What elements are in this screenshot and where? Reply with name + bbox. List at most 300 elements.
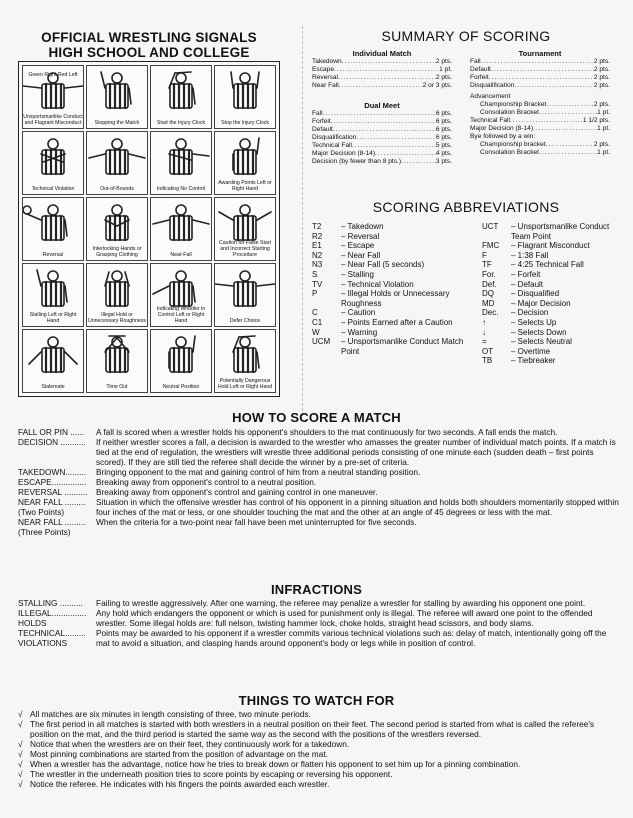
abbreviation-text: – Unsportsmanlike Conduct Match Point: [341, 337, 464, 356]
abbreviation-code: MD: [482, 298, 495, 308]
abbreviation-code: OT: [482, 346, 494, 356]
score-value: 2 pts.: [593, 141, 610, 148]
score-row: [470, 109, 610, 117]
check-icon: √: [18, 709, 23, 719]
signals-title: OFFICIAL WRESTLING SIGNALS HIGH SCHOOL AND COLLEGE: [41, 30, 257, 60]
dot-leader: [339, 82, 423, 90]
check-icon: √: [18, 739, 23, 749]
dual-meet-list: [312, 110, 452, 166]
score-label: Forfeit: [470, 74, 489, 81]
abbreviation-code: UCT: [482, 222, 499, 231]
watch-text: The wrestler in the underneath position tries to score points by escaping or reversing his opponent.: [30, 769, 393, 779]
abbreviation-code: F: [482, 250, 487, 260]
signal-caption: Start the Injury Clock: [156, 120, 206, 126]
advancement-list: [470, 101, 610, 133]
dot-leader: [539, 109, 597, 117]
dot-leader: [375, 150, 436, 158]
definition-text: A fall is scored when a wrestler holds his opponent's shoulders to the mat continuously for two seconds. A fall ends the match.: [96, 427, 558, 437]
tournament-list: [470, 58, 610, 90]
definition-term-line: NEAR FALL .........: [18, 497, 86, 507]
individual-match-list: [312, 58, 452, 90]
abbreviation-row: [482, 241, 622, 251]
abbreviation-code: Dec.: [482, 308, 499, 318]
signal-caption: Neutral Position: [162, 384, 200, 390]
referee-figure-icon: [87, 136, 147, 187]
dot-leader: [481, 58, 594, 66]
score-label: Fall: [470, 58, 481, 65]
abbreviation-text: – Escape: [341, 241, 375, 251]
summary-title: SUMMARY OF SCORING: [381, 28, 551, 44]
signal-cell: [150, 263, 212, 327]
signal-caption: Technical Violation: [31, 186, 75, 192]
definition-row: [18, 598, 621, 608]
abbreviation-code: N2: [312, 250, 323, 260]
definition-term-line: ESCAPE...............: [18, 477, 87, 487]
signal-caption: Indicating No Control: [156, 186, 206, 192]
definition-term-sub: (Two Points): [18, 507, 65, 517]
definition-row: [18, 467, 621, 477]
bye-label: Bye followed by a win:: [470, 133, 536, 140]
definition-text: Any hold which endangers the opponent or which is used for punishment only is illegal. The referee will award one point to the offended wrestler. Some illegal holds are: full nelson, twisting hammer lock, choke holds, straight head scissors, and body slams.: [96, 608, 593, 628]
signal-caption: Stalemate: [41, 384, 65, 390]
abbreviation-text: – Forfeit: [511, 269, 541, 279]
score-value: 2 pts.: [435, 58, 452, 65]
definition-text: Breaking away from opponent's control to a neutral position.: [96, 477, 317, 487]
dot-leader: [539, 149, 597, 157]
abbreviation-code: DQ: [482, 289, 494, 299]
referee-figure-icon: [23, 334, 83, 385]
signal-cell: [86, 263, 148, 327]
score-value: 1 1/2 pts.: [582, 117, 610, 124]
abbreviation-row: [312, 270, 472, 280]
dot-leader: [510, 117, 583, 125]
referee-figure-icon: [87, 334, 147, 385]
dot-leader: [342, 58, 436, 66]
abbreviation-text: – Near Fall: [341, 250, 381, 260]
dual-meet: [312, 101, 452, 166]
abbreviation-code: ↑: [482, 317, 486, 327]
score-label: Championship bracket: [480, 141, 546, 148]
score-row: [312, 58, 452, 66]
definition-row: [18, 427, 621, 437]
definition-text: If neither wrestler scores a fall, a decision is awarded to the wrestler who amasses the greater number of individual match points. If a match is tied at the end of regulation, the wrestlers will wrestle three additional periods consisting of one minute each (sudden death – first points scored). If they are still tied the referee shall decide the winner by a pre-set of criteria.: [96, 437, 616, 467]
signal-cell: [214, 329, 276, 393]
abbreviation-row: [312, 232, 472, 242]
signal-cell: [86, 329, 148, 393]
abbreviation-code: =: [482, 337, 487, 347]
abbreviation-text: – 4:25 Technical Fall: [511, 260, 584, 270]
definition-text: Points may be awarded to his opponent if a wrestler commits various technical violations such as: delay of match, intentionally going off the mat to avoid a situation, and clasping hands around opponent's body or legs while in position of control.: [96, 628, 607, 648]
signal-cell: [150, 197, 212, 261]
definition-term-line: TAKEDOWN.........: [18, 467, 87, 477]
score-value: 6 pts.: [435, 110, 452, 117]
signal-caption: Defer Choice: [229, 318, 261, 324]
dot-leader: [352, 142, 436, 150]
signal-cell: [22, 329, 84, 393]
abbreviation-code: FMC: [482, 241, 500, 251]
check-icon: √: [18, 759, 23, 769]
signal-caption: Reversal: [42, 252, 64, 258]
dot-leader: [533, 125, 597, 133]
score-label: Default: [312, 126, 333, 133]
signal-caption: [23, 72, 83, 126]
abbreviation-text: – Warning: [341, 327, 378, 337]
abbreviation-text: – Reversal: [341, 231, 380, 241]
abbreviation-code: N3: [312, 260, 323, 270]
abbreviation-text: – Disqualified: [511, 289, 560, 299]
score-value: 2 pts.: [593, 82, 610, 89]
check-icon: √: [18, 749, 23, 759]
individual-match-title: Individual Match: [352, 49, 412, 58]
column-divider: [302, 26, 303, 416]
definition-term: [18, 608, 96, 628]
definition-row: [18, 497, 621, 517]
abbreviation-code: C1: [312, 317, 323, 327]
abbreviation-row: [312, 241, 472, 251]
referee-figure-icon: [151, 136, 211, 187]
signal-caption: Stalling Left or Right Hand: [29, 312, 77, 324]
definition-term: [18, 497, 96, 517]
abbreviation-row: [482, 318, 622, 328]
definition-term: [18, 487, 96, 497]
definition-text: Failing to wrestle aggressively. After one warning, the referee may penalize a wrestler for stalling by awarding his opponent one point.: [96, 598, 586, 608]
bye-list: [470, 141, 610, 157]
definition-term-line: ILLEGAL...............: [18, 608, 87, 618]
abbreviation-row: [482, 260, 622, 270]
watch-item: [18, 709, 621, 719]
abbreviation-text: – Illegal Holds or Unnecessary Roughness: [341, 289, 450, 308]
signal-caption-top: Green Right Red Left: [28, 72, 78, 78]
abbreviation-row: [482, 347, 622, 357]
abbreviation-row: [312, 260, 472, 270]
watch-item: [18, 779, 621, 789]
score-value: 6 pts.: [435, 134, 452, 141]
score-row: [312, 66, 452, 74]
signal-cell: [214, 65, 276, 129]
abbreviation-code: TV: [312, 279, 323, 289]
abbreviation-text: – Technical Violation: [341, 279, 414, 289]
referee-figure-icon: [23, 202, 83, 253]
abbreviation-row: [482, 222, 622, 241]
signal-cell: [86, 197, 148, 261]
infractions-title: INFRACTIONS: [270, 582, 363, 597]
score-value: 2 pts.: [593, 66, 610, 73]
dot-leader: [489, 74, 594, 82]
score-label: Championship Bracket: [480, 101, 547, 108]
definition-text: Breaking away from opponent's control and gaining control in one maneuver.: [96, 487, 378, 497]
score-row: [470, 149, 610, 157]
tournament: [470, 49, 610, 157]
definition-row: [18, 437, 621, 467]
score-label: Consolation Bracket: [480, 149, 540, 156]
abbreviation-text: – Default: [511, 279, 544, 289]
dot-leader: [334, 66, 439, 74]
dot-leader: [514, 82, 594, 90]
abbreviation-code: E1: [312, 241, 322, 251]
signal-cell: [22, 197, 84, 261]
abbreviation-text: – Major Decision: [511, 298, 571, 308]
check-icon: √: [18, 779, 23, 789]
score-label: Escape: [312, 66, 334, 73]
infractions-list: [18, 598, 621, 648]
definition-text: Situation in which the offensive wrestler has control of his opponent in a pinning situation and holds both shoulders momentarily stopped within four inches of the mat or less, or one shoulder touching the mat and the other at an angle of 45 degrees or less with the mat.: [96, 497, 619, 517]
referee-figure-icon: [151, 202, 211, 253]
signal-cell: [150, 329, 212, 393]
score-label: Major Decision (8-14): [470, 125, 534, 132]
watch-text: When a wrestler has the advantage, notice how he tries to break down or flatten his opponent to set him up for a pinning combination.: [30, 759, 521, 769]
signal-cell: [214, 263, 276, 327]
score-row: [312, 118, 452, 126]
score-row: [312, 142, 452, 150]
score-row: [312, 134, 452, 142]
abbreviation-row: [482, 356, 622, 366]
score-row: [470, 141, 610, 149]
check-icon: √: [18, 769, 23, 779]
abbreviation-text: – Overtime: [511, 346, 551, 356]
abbreviation-row: [312, 318, 472, 328]
abbreviation-text: – Near Fall (5 seconds): [341, 260, 425, 270]
signal-cell: [150, 65, 212, 129]
score-value: 2 pts.: [593, 74, 610, 81]
definition-term-line: REVERSAL ..........: [18, 487, 88, 497]
signal-caption: Interlocking Hands or Grasping Clothing: [92, 246, 142, 258]
abbreviation-code: For.: [482, 269, 496, 279]
score-value: 2 or 3 pts.: [422, 82, 452, 89]
score-row: [470, 101, 610, 109]
score-label: Decision (by fewer than 8 pts.): [312, 158, 402, 165]
abbreviations-title: SCORING ABBREVIATIONS: [372, 199, 560, 215]
score-value: 1 pt.: [597, 149, 610, 156]
definition-term-line: FALL OR PIN ......: [18, 427, 85, 437]
signal-cell: [150, 131, 212, 195]
definition-term-sub: VIOLATIONS: [18, 638, 68, 648]
score-label: Technical Fall: [470, 117, 510, 124]
definition-text: Bringing opponent to the mat and gaining control of him from a neutral standing position.: [96, 467, 421, 477]
referee-figure-icon: [151, 70, 211, 121]
definition-row: [18, 487, 621, 497]
watch-text: Most pinning combinations are started from the position of advantage on the mat.: [30, 749, 328, 759]
dot-leader: [338, 74, 436, 82]
abbreviation-row: [482, 299, 622, 309]
watch-item: [18, 749, 621, 759]
signal-caption: Awarding Points Left or Right Hand: [218, 180, 272, 192]
advancement-label: Advancement: [470, 93, 511, 100]
definition-term: [18, 628, 96, 648]
score-value: 2 pts.: [435, 74, 452, 81]
definition-term-line: STALLING ..........: [18, 598, 83, 608]
score-value: 2 pts.: [593, 58, 610, 65]
score-row: [312, 82, 452, 90]
abbreviation-row: [482, 280, 622, 290]
watch-item: [18, 769, 621, 779]
score-label: Takedown: [312, 58, 342, 65]
signal-caption: Time Out: [106, 384, 128, 390]
referee-figure-icon: [215, 70, 275, 121]
abbreviation-code: UCM: [312, 337, 331, 347]
abbreviation-text: – Selects Down: [511, 327, 567, 337]
dot-leader: [323, 110, 436, 118]
definition-row: [18, 628, 621, 648]
referee-figure-icon: [215, 268, 275, 319]
abbreviation-code: Def.: [482, 279, 497, 289]
abbreviation-code: P: [312, 289, 318, 299]
score-label: Forfeit: [312, 118, 331, 125]
definition-text: When the criteria for a two-point near fall have been met uninterrupted for five seconds.: [96, 517, 417, 527]
score-value: 3 pts.: [435, 158, 452, 165]
watch-title: THINGS TO WATCH FOR: [238, 693, 395, 708]
watch-item: [18, 719, 621, 739]
score-row: [312, 74, 452, 82]
score-label: Technical Fall: [312, 142, 352, 149]
score-label: Disqualification: [312, 134, 357, 141]
abbreviation-code: R2: [312, 231, 323, 241]
dot-leader: [331, 118, 436, 126]
abbreviation-text: – Caution: [341, 308, 376, 318]
score-row: [470, 58, 610, 66]
signal-cell: [22, 65, 84, 129]
score-value: 6 pts.: [435, 118, 452, 125]
score-row: [470, 125, 610, 133]
definition-row: [18, 608, 621, 628]
abbreviation-text: – Unsportsmanlike Conduct Team Point: [511, 222, 610, 241]
score-row: [312, 158, 452, 166]
abbreviation-text: – Flagrant Misconduct: [511, 241, 590, 251]
signal-cell: [22, 263, 84, 327]
abbreviation-row: [312, 251, 472, 261]
watch-text: Notice the referee. He indicates with his fingers the points awarded each wrestler.: [30, 779, 330, 789]
definition-term: [18, 477, 96, 487]
signal-caption: Near-Fall: [170, 252, 192, 258]
abbreviation-row: [482, 289, 622, 299]
score-value: 4 pts.: [435, 150, 452, 157]
dot-leader: [491, 66, 594, 74]
signal-cell: [86, 131, 148, 195]
referee-figure-icon: [151, 334, 211, 385]
score-row: [312, 150, 452, 158]
abbreviation-code: C: [312, 308, 318, 318]
signal-caption: Stop the Injury Clock: [221, 120, 269, 126]
watch-item: [18, 739, 621, 749]
abbreviation-code: TB: [482, 356, 493, 366]
signal-cell: [214, 197, 276, 261]
watch-item: [18, 759, 621, 769]
score-label: Near Fall: [312, 82, 339, 89]
dot-leader: [333, 126, 436, 134]
score-value: 1 pt.: [597, 125, 610, 132]
score-value: 2 pts.: [593, 101, 610, 108]
abbreviation-text: – Points Earned after a Caution: [341, 317, 453, 327]
signal-caption: Indicating Wrestler in Control Left or Right Hand: [156, 306, 206, 324]
definition-term-line: NEAR FALL .........: [18, 517, 86, 527]
abbreviation-row: [482, 337, 622, 347]
signal-cell: [22, 131, 84, 195]
score-row: [312, 110, 452, 118]
abbreviation-row: [312, 328, 472, 338]
score-row: [470, 66, 610, 74]
abbreviation-row: [482, 308, 622, 318]
score-value: 5 pts.: [435, 142, 452, 149]
score-value: 1 pt.: [597, 109, 610, 116]
definition-term-sub: HOLDS: [18, 618, 47, 628]
abbreviation-row: [482, 328, 622, 338]
definition-term-line: TECHNICAL.........: [18, 628, 86, 638]
abbreviation-code: TF: [482, 260, 492, 270]
dual-meet-title: Dual Meet: [364, 101, 400, 110]
abbreviations-right: [482, 222, 622, 366]
abbreviation-code: ↓: [482, 327, 486, 337]
dot-leader: [546, 141, 594, 149]
abbreviation-code: W: [312, 327, 320, 337]
score-label: Default: [470, 66, 491, 73]
score-row: [470, 74, 610, 82]
score-value: 1 pt.: [439, 66, 452, 73]
score-label: Disqualification: [470, 82, 515, 89]
abbreviation-text: – Stalling: [341, 269, 374, 279]
definition-term-line: DECISION ...........: [18, 437, 86, 447]
how-list: [18, 427, 621, 537]
abbreviation-text: – Decision: [511, 308, 549, 318]
signal-caption: Illegal Hold or Unnecessary Roughness: [88, 312, 146, 324]
score-row: [470, 117, 610, 125]
dot-leader: [356, 134, 436, 142]
score-label: Consolation Bracket: [480, 109, 540, 116]
watch-text: All matches are six minutes in length consisting of three, two minute periods.: [30, 709, 311, 719]
signals-grid: [18, 61, 280, 397]
signal-caption: Caution for False Start and Incorrect Starting Procedure: [219, 240, 271, 258]
referee-figure-icon: [23, 136, 83, 187]
tournament-title: Tournament: [518, 49, 562, 58]
abbreviation-text: – Takedown: [341, 222, 384, 231]
abbreviations-left: [312, 222, 472, 356]
abbreviation-text: – Selects Up: [511, 317, 557, 327]
definition-term: [18, 427, 96, 437]
abbreviation-code: T2: [312, 222, 322, 231]
watch-text: Notice that when the wrestlers are on their feet, they continuously work for a takedown.: [30, 739, 350, 749]
score-label: Reversal: [312, 74, 339, 81]
abbreviation-row: [312, 337, 472, 356]
signal-caption-bottom: Unsportsmanlike Conduct and Flagrant Misconduct: [23, 114, 83, 126]
score-label: Fall: [312, 110, 323, 117]
signal-caption: Stopping the Match: [94, 120, 140, 126]
definition-row: [18, 477, 621, 487]
dot-leader: [401, 158, 436, 166]
score-row: [470, 82, 610, 90]
score-value: 6 pts.: [435, 126, 452, 133]
signal-caption: Out-of-Bounds: [100, 186, 134, 192]
referee-figure-icon: [87, 70, 147, 121]
abbreviation-row: [482, 270, 622, 280]
signal-cell: [214, 131, 276, 195]
signal-caption: Potentially Dangerous Hold Left or Right Hand: [217, 378, 273, 390]
signal-cell: [86, 65, 148, 129]
abbreviation-text: – 1:38 Fall: [511, 250, 549, 260]
abbreviation-row: [482, 251, 622, 261]
individual-match: [312, 49, 452, 90]
definition-row: [18, 517, 621, 537]
dot-leader: [546, 101, 594, 109]
definition-term: [18, 467, 96, 477]
score-label: Major Decision (8-14): [312, 150, 376, 157]
watch-text: The first period in all matches is started with both wrestlers in a neutral position on their feet. The second period is started from what is called the referee's position on the mat, and the third period is started the same way as the second with the positions of the wrestlers reversed.: [30, 719, 595, 739]
abbreviation-row: [312, 222, 472, 232]
definition-term: [18, 517, 96, 537]
score-row: [312, 126, 452, 134]
how-title: HOW TO SCORE A MATCH: [232, 410, 401, 425]
abbreviation-row: [312, 280, 472, 290]
definition-term: [18, 598, 96, 608]
definition-term-sub: (Three Points): [18, 527, 71, 537]
definition-term: [18, 437, 96, 467]
